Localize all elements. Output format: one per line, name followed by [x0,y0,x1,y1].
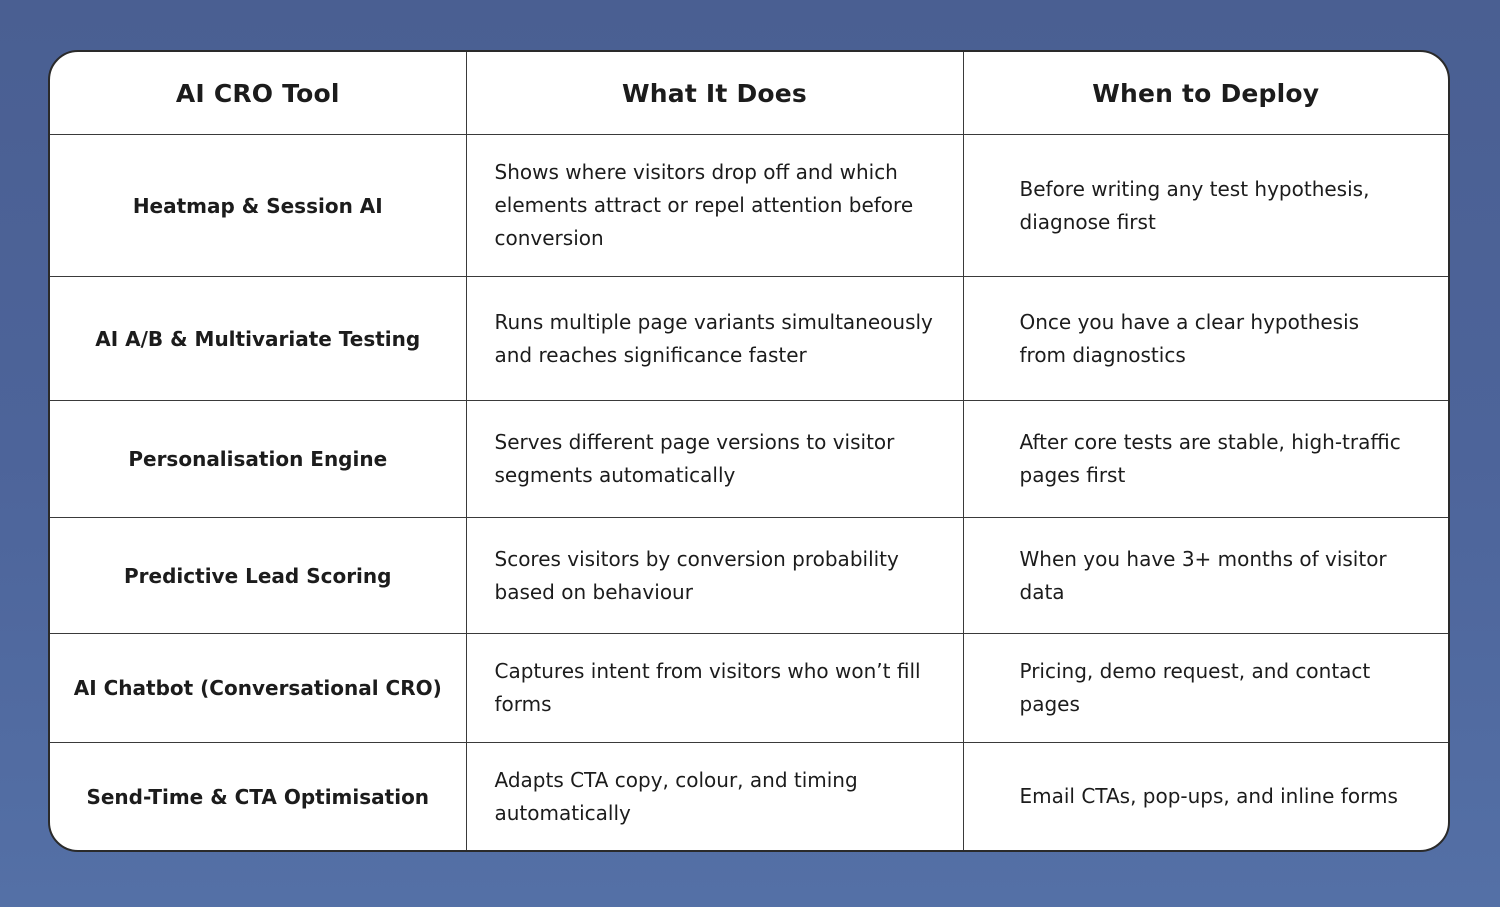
tool-name-cell: Heatmap & Session AI [50,135,466,277]
table-header-row [50,52,1448,135]
ai-cro-tools-table [50,52,1448,850]
what-it-does-cell: Adapts CTA copy, colour, and timing automatically [466,743,963,850]
what-it-does-cell: Serves different page versions to visitor segments automatically [466,401,963,518]
table-row [50,518,1448,634]
tool-name-cell: Send-Time & CTA Optimisation [50,743,466,850]
tool-name-cell: AI A/B & Multivariate Testing [50,277,466,401]
when-to-deploy-cell: When you have 3+ months of visitor data [963,518,1448,634]
when-to-deploy-cell: Email CTAs, pop-ups, and inline forms [963,743,1448,850]
when-to-deploy-cell: After core tests are stable, high-traffic pages first [963,401,1448,518]
column-header-what-it-does: What It Does [466,52,963,135]
column-header-when-to-deploy: When to Deploy [963,52,1448,135]
table-row [50,401,1448,518]
table-row [50,743,1448,850]
what-it-does-cell: Scores visitors by conversion probability based on behaviour [466,518,963,634]
comparison-table-card [48,50,1450,852]
what-it-does-cell: Shows where visitors drop off and which elements attract or repel attention before conversion [466,135,963,277]
when-to-deploy-cell: Pricing, demo request, and contact pages [963,634,1448,743]
table-row [50,135,1448,277]
tool-name-cell: Personalisation Engine [50,401,466,518]
table-row [50,277,1448,401]
when-to-deploy-cell: Before writing any test hypothesis, diagnose first [963,135,1448,277]
tool-name-cell: AI Chatbot (Conversational CRO) [50,634,466,743]
table-row [50,634,1448,743]
what-it-does-cell: Captures intent from visitors who won’t fill forms [466,634,963,743]
tool-name-cell: Predictive Lead Scoring [50,518,466,634]
when-to-deploy-cell: Once you have a clear hypothesis from diagnostics [963,277,1448,401]
what-it-does-cell: Runs multiple page variants simultaneously and reaches significance faster [466,277,963,401]
column-header-tool: AI CRO Tool [50,52,466,135]
